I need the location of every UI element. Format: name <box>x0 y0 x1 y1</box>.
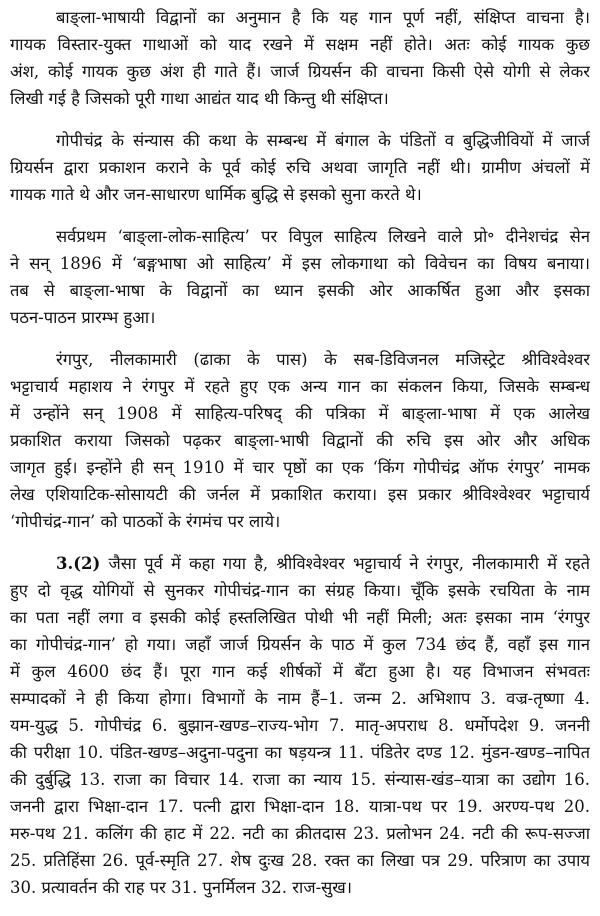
line-text: जैसा पूर्व में कहा गया है, श्रीविश्वेश्वर भट्टाचार्य ने रंगपुर, नीलकामारी में रहते <box>108 554 590 573</box>
text-line: यम-युद्ध 5. गोपीचंद्र 6. बुझान-खण्ड–राज्य-भोग 7. मातृ-अपराध 8. धर्मोपदेश 9. जननी <box>10 716 590 735</box>
text-line: 30. प्रत्यावर्तन की राह पर 31. पुनर्मिलन 32. राज-सुख। <box>10 878 353 897</box>
text-line: लिखी गई है जिसको पूरी गाथा आद्यंत याद थी किन्तु थी संक्षिप्त। <box>10 89 389 108</box>
paragraph <box>10 346 590 535</box>
text-line: बाङ्ला-भाषायी विद्वानों का अनुमान है कि यह गान पूर्ण नहीं, संक्षिप्त वाचना है। <box>56 8 590 27</box>
text-line: की दुर्बुद्धि 13. राजा का विचार 14. राजा का न्याय 15. संन्यास-खंड–यात्रा का उद्योग 16. <box>10 770 590 789</box>
text-line: गायक गाते थे और जन-साधारण धार्मिक बुद्धि से इसको सुना करते थे। <box>10 185 422 204</box>
text-line: मरु-पथ 21. कलिंग की हाट में 22. नटी का क्रीतदास 23. प्रलोभन 24. नटी की रूप-सज्जा <box>10 824 590 843</box>
text-line: भट्टाचार्य महाशय ने रंगपुर में रहते हुए एक अन्य गान का संकलन किया, जिसके सम्बन्ध <box>10 377 590 396</box>
section-number: 3.(2) <box>56 554 101 573</box>
text-line: गायक विस्तार-युक्त गाथाओं को याद रखने में सक्षम नहीं होते। अतः कोई गायक कुछ <box>10 35 590 54</box>
text-line: जननी द्वारा भिक्षा-दान 17. पत्नी द्वारा भिक्षा-दान 18. यात्रा-पथ पर 19. अरण्य-पथ 20. <box>10 797 590 816</box>
text-line: पठन-पाठन प्रारम्भ हुआ। <box>10 308 156 327</box>
text-line: हुए दो वृद्ध योगियों से सुनकर गोपीचंद्र-गान का संग्रह किया। चूँकि इसके रचयिता के नाम <box>10 581 590 600</box>
paragraph <box>10 550 590 901</box>
text-line: तब से बाङ्ला-भाषा के विद्वानों का ध्यान इसकी ओर आकर्षित हुआ और इसका <box>10 281 590 300</box>
text-line <box>10 550 590 577</box>
text-line: रंगपुर, नीलकामारी (ढाका के पास) के सब-डिविजनल मजिस्ट्रेट श्रीविश्वेश्वर <box>56 350 590 369</box>
text-line: की परीक्षा 10. पंडित-खण्ड–अदुना-पदुना का षड़यन्त्र 11. पंडितेर दण्ड 12. मुंडन-खण्ड–नापित <box>10 743 590 762</box>
text-line: अंश, कोई गायक कुछ अंश ही गाते हैं। जार्ज ग्रियर्सन की वाचना किसी ऐसे योगी से लेकर <box>10 62 590 81</box>
text-line: जागृत हुई। इन्होंने ही सन् 1910 में चार पृष्ठों का एक ‘किंग गोपीचंद्र ऑफ रंगपुर’ नामक <box>10 458 590 477</box>
text-line: सम्पादकों ने ही किया होगा। विभागों के नाम हैं–1. जन्म 2. अभिशाप 3. वज्र-तृष्णा 4. <box>10 689 590 708</box>
text-line: ग्रियर्सन द्वारा प्रकाशन कराने के पूर्व कोई रुचि अथवा जागृति नहीं थी। ग्रामीण अंचलों में <box>10 158 590 177</box>
text-line: 25. प्रतिहिंसा 26. पूर्व-स्मृति 27. शेष दुःख 28. रक्त का लिखा पत्र 29. परित्राण का उपाय <box>10 851 590 870</box>
text-line: में उन्होंने सन् 1908 में साहित्य-परिषद् की पत्रिका में बाङ्ला-भाषा में एक आलेख <box>10 404 590 423</box>
text-line: का गोपीचंद्र-गान’ हो गया। जहाँ जार्ज ग्रियर्सन के पाठ में कुल 734 छंद हैं, वहाँ इस गान <box>10 635 590 654</box>
text-line: ने सन् 1896 में ‘बङ्गभाषा ओ साहित्य’ में इस लोकगाथा को विवेचन का विषय बनाया। <box>10 254 590 273</box>
text-line: का पता नहीं लगा व इसकी कोई हस्तलिखित पोथी भी नहीं मिली; अतः इसका नाम ‘रंगपुर <box>10 608 590 627</box>
paragraph <box>10 127 590 208</box>
text-line: लेख एशियाटिक-सोसायटी की जर्नल में प्रकाशित कराया। इस प्रकार श्रीविश्वेश्वर भट्टाचार्य <box>10 485 590 504</box>
paragraph <box>10 223 590 331</box>
text-line: प्रकाशित कराया जिसको पढ़कर बाङ्ला-भाषी विद्वानों की रुचि इस ओर और अधिक <box>10 431 590 450</box>
document-page <box>10 4 590 916</box>
paragraph <box>10 4 590 112</box>
text-line: ‘गोपीचंद्र-गान’ को पाठकों के रंगमंच पर लाये। <box>10 512 281 531</box>
text-line: गोपीचंद्र के संन्यास की कथा के सम्बन्ध में बंगाल के पंडितों व बुद्धिजीवियों में जार्ज <box>56 131 590 150</box>
text-line: में कुल 4600 छंद हैं। पूरा गान कई शीर्षकों में बँटा हुआ है। यह विभाजन संभवतः <box>10 662 590 681</box>
text-line: सर्वप्रथम ‘बाङ्ला-लोक-साहित्य’ पर विपुल साहित्य लिखने वाले प्रो॰ दीनेशचंद्र सेन <box>56 227 590 246</box>
